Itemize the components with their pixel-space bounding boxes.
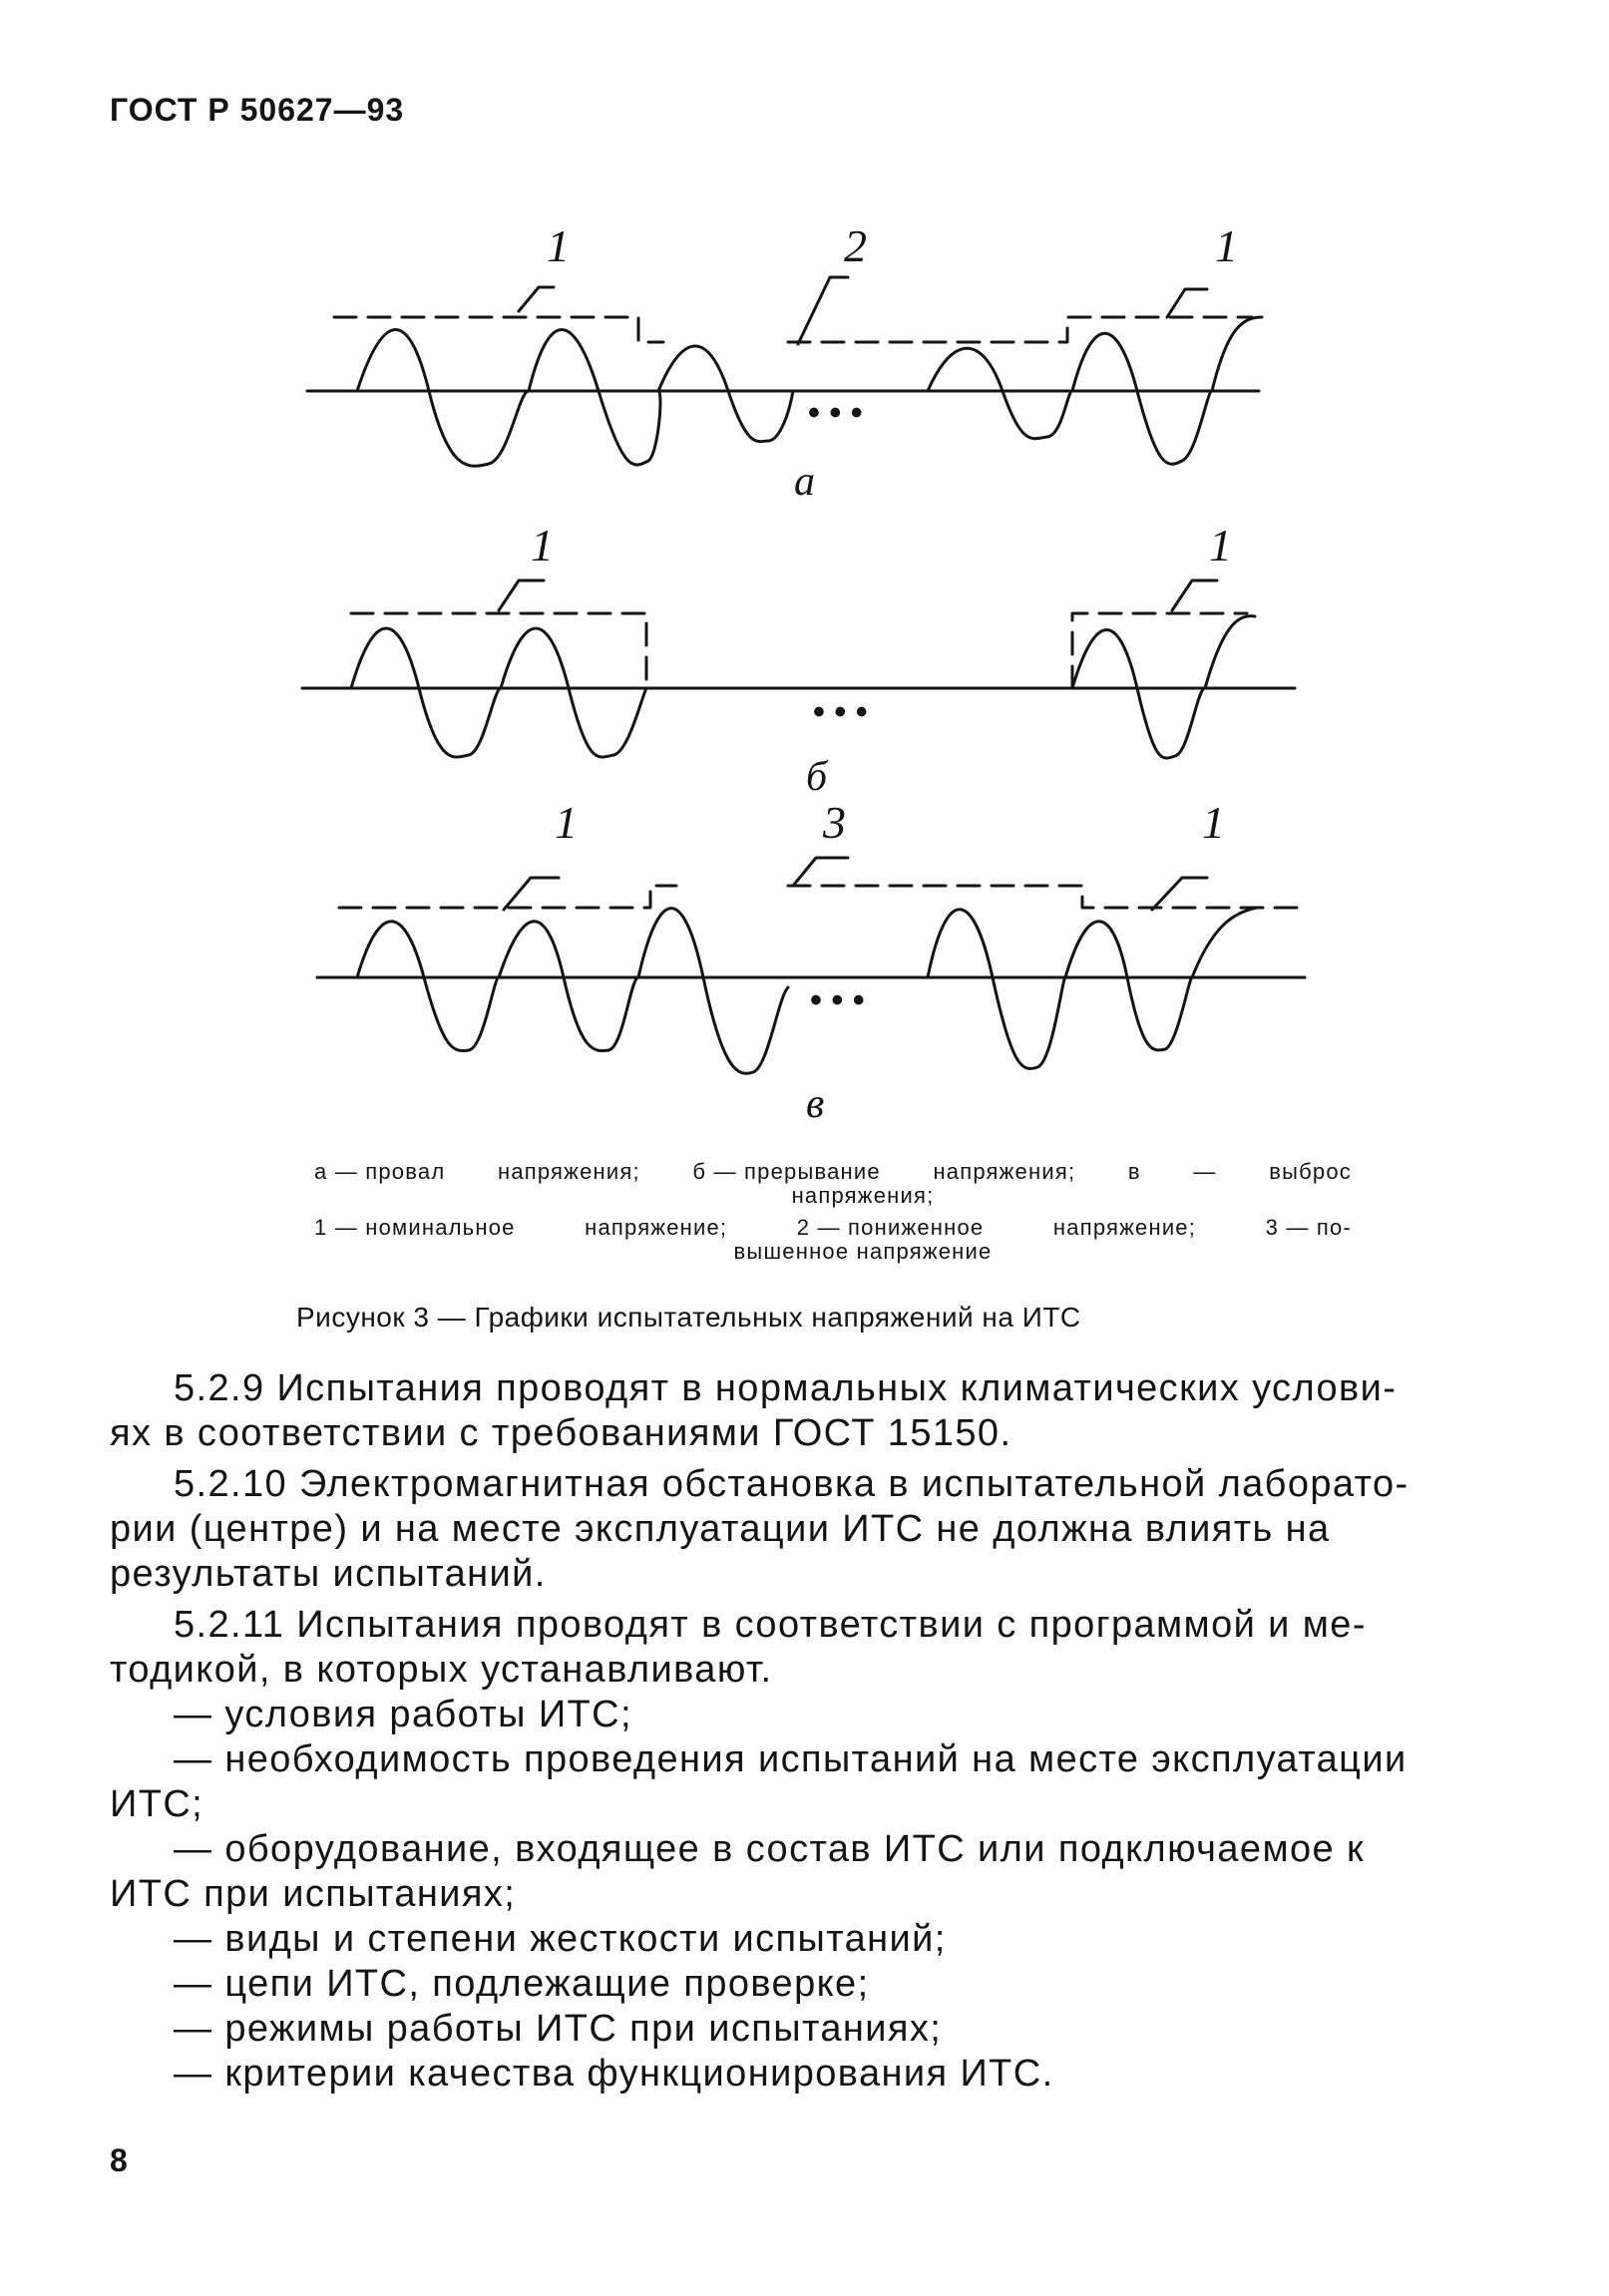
panel-a-callout-label-3: 1 [1215, 220, 1238, 271]
paragraph-5-2-10 [110, 1462, 1491, 1597]
legend-a-word: напряжения; [497, 1159, 640, 1184]
panel-c-callout-1-left [504, 878, 559, 910]
list-item: — оборудование, входящее в состав ИТС или подключаемое к [174, 1828, 1366, 1870]
paragraph-line: тодикой, в которых устанавливают. [110, 1649, 773, 1691]
paragraph-line: 5.2.9 Испытания проводят в нормальных климатических услови- [174, 1367, 1398, 1409]
panel-b-graph [302, 613, 1295, 758]
legend-line-1 [314, 1160, 1352, 1184]
legend-line-2: напряжения; [791, 1183, 935, 1208]
list-item: — необходимость проведения испытаний на месте эксплуатации [174, 1738, 1408, 1780]
legend-2-word: напряжение; [1052, 1215, 1197, 1240]
panel-c-ellipsis: • • • [810, 981, 865, 1019]
legend-a: а — провал [314, 1159, 446, 1184]
panel-c-waveform [357, 908, 1257, 1073]
panel-b-callout-label-2: 1 [1209, 520, 1232, 571]
paragraph-5-2-11 [110, 1603, 1491, 2097]
legend-line-4: вышенное напряжение [733, 1239, 993, 1264]
panel-c-callout-label-3: 1 [1202, 797, 1225, 848]
panel-c-callout-3 [793, 858, 848, 886]
paragraph-5-2-9 [110, 1366, 1491, 1456]
legend-1: 1 — номинальное [314, 1215, 516, 1240]
paragraph-line: ях в соответствии с требованиями ГОСТ 15150. [110, 1412, 1012, 1454]
figure-legend [314, 1160, 1352, 1264]
list-item: — условия работы ИТС; [174, 1694, 632, 1735]
body-text [110, 1366, 1491, 2103]
document-header: ГОСТ Р 50627—93 [110, 92, 405, 128]
panel-b-callout-1-left [499, 580, 544, 610]
legend-2: 2 — пониженное [796, 1215, 985, 1240]
panel-b-callout-label-1: 1 [531, 520, 554, 571]
list-item: — виды и степени жесткости испытаний; [174, 1918, 947, 1960]
panel-c-callout-label-2: 3 [823, 797, 846, 848]
list-item: — режимы работы ИТС при испытаниях; [174, 2008, 943, 2050]
figure-title: Рисунок 3 — Графики испытательных напряжений на ИТС [296, 1302, 1081, 1333]
list-item: — цепи ИТС, подлежащие проверке; [174, 1963, 870, 2005]
panel-c-graph [317, 886, 1305, 1073]
legend-b: б — прерывание [692, 1159, 881, 1184]
panel-c-callout-label-1: 1 [555, 797, 578, 848]
legend-c-letter: в [1127, 1159, 1141, 1184]
legend-line-3 [314, 1216, 1352, 1240]
legend-c-word: выброс [1269, 1159, 1352, 1184]
panel-a-letter: а [794, 459, 815, 505]
paragraph-line: 5.2.11 Испытания проводят в соответствии с программой и ме- [174, 1604, 1367, 1646]
paragraph-line: 5.2.10 Электромагнитная обстановка в испытательной лаборато- [174, 1463, 1409, 1505]
panel-a-callout-label-1: 1 [547, 220, 570, 271]
panel-a-callout-1-left [519, 287, 554, 311]
panel-a-callout-2 [798, 277, 848, 344]
panel-a-graph [307, 317, 1262, 466]
panel-b-nominal-level [351, 613, 1247, 688]
panel-b-callout-1-right [1172, 580, 1217, 610]
page-number: 8 [110, 2142, 128, 2178]
legend-3: 3 — по- [1265, 1215, 1352, 1240]
legend-c-dash: — [1193, 1159, 1217, 1184]
panel-b-letter: б [806, 754, 828, 800]
panel-a-callout-1-right [1167, 289, 1207, 317]
legend-1-word: напряжение; [585, 1215, 728, 1240]
paragraph-line: рии (центре) и на месте эксплуатации ИТС не должна влиять на [110, 1508, 1331, 1550]
panel-b-ellipsis: • • • [813, 693, 868, 731]
panel-c-letter: в [806, 1081, 825, 1127]
legend-b-word: напряжения; [933, 1159, 1076, 1184]
list-item-continuation: ИТС; [110, 1783, 204, 1825]
paragraph-line: результаты испытаний. [110, 1553, 547, 1595]
panel-a-callout-label-2: 2 [844, 220, 867, 271]
list-item: — критерии качества функционирования ИТС. [174, 2053, 1054, 2095]
panel-c-callout-1-right [1152, 878, 1207, 910]
panel-a-ellipsis: • • • [808, 394, 863, 432]
list-item-continuation: ИТС при испытаниях; [110, 1873, 517, 1915]
